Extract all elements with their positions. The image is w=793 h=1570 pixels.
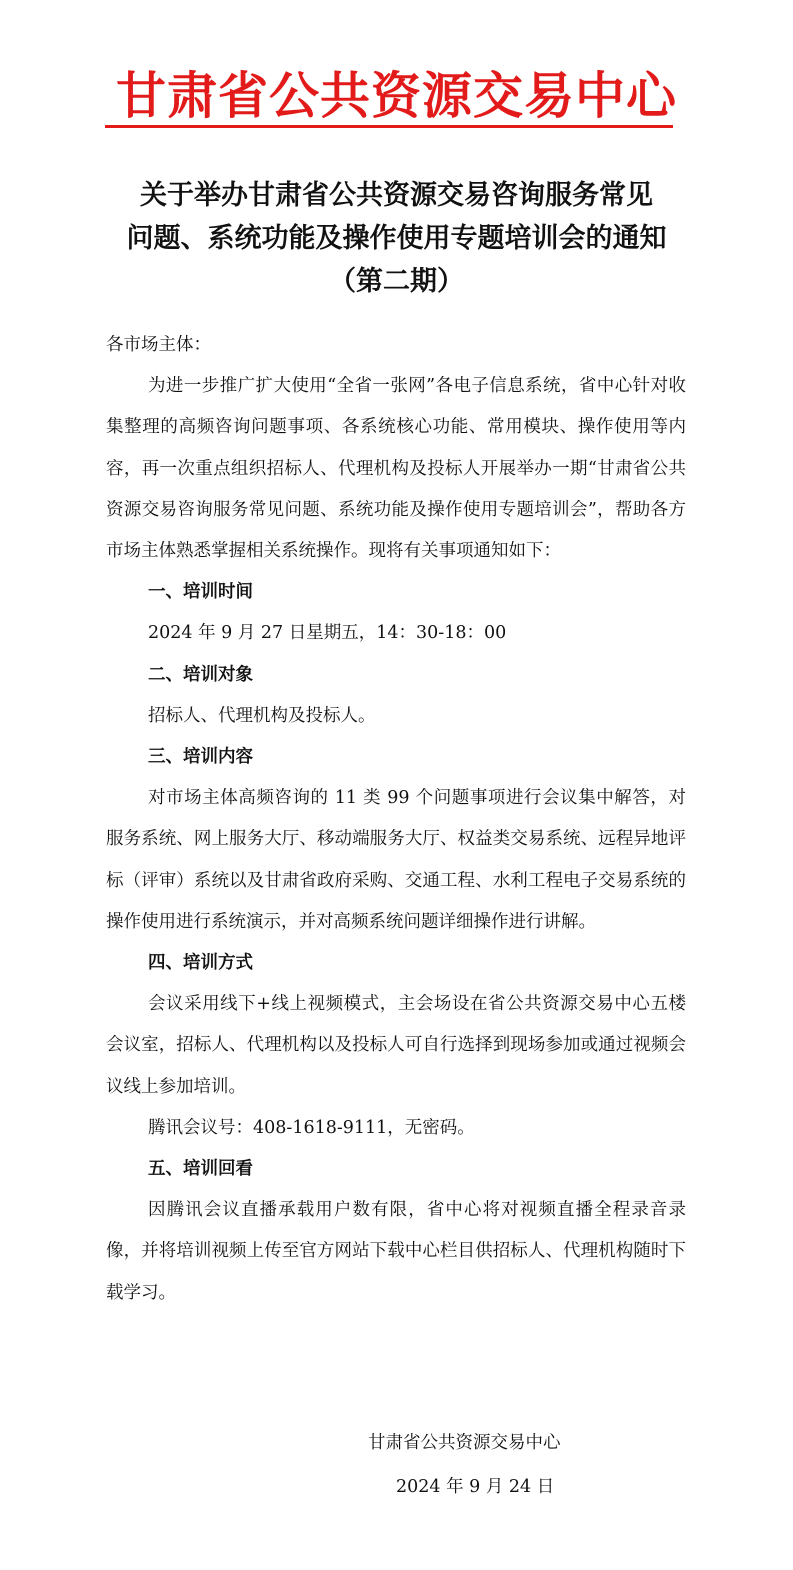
section-text-meeting-id: 腾讯会议号：408-1618-9111，无密码。 [148,1117,475,1138]
signature-date: 2024 年 9 月 24 日 [396,1477,555,1497]
notice-title-line-3: （第二期） [329,266,464,297]
notice-title-line-2: 问题、系统功能及操作使用专题培训会的通知 [126,223,667,254]
section-text-time: 2024 年 9 月 27 日星期五，14：30-18：00 [148,623,507,644]
section-heading-method: 四、培训方式 [148,953,253,974]
masthead-red-rule [105,125,673,128]
section-text-content: 对市场主体高频咨询的 11 类 99 个问题事项进行会议集中解答，对服务系统、网上服务大厅、移动端服务大厅、权益类交易系统、远程异地评标（评审）系统以及甘肃省政府采购、交通工程、水利工程电子交易系统的操作使用进行系统演示，并对高频系统问题详细操作进行讲解。 [106,788,686,932]
section-text-replay: 因腾讯会议直播承载用户数有限，省中心将对视频直播全程录音录像，并将培训视频上传至官方网站下载中心栏目供招标人、代理机构随时下载学习。 [106,1200,686,1303]
notice-body [106,325,686,1314]
signature-org: 甘肃省公共资源交易中心 [368,1433,561,1453]
section-heading-replay: 五、培训回看 [148,1159,253,1180]
notice-title-line-1: 关于举办甘肃省公共资源交易咨询服务常见 [140,180,653,211]
intro-paragraph: 为进一步推广扩大使用“全省一张网”各电子信息系统，省中心针对收集整理的高频咨询问题事项、各系统核心功能、常用模块、操作使用等内容，再一次重点组织招标人、代理机构及投标人开展举办一期“甘肃省公共资源交易咨询服务常见问题、系统功能及操作使用专题培训会”，帮助各方市场主体熟悉掌握相关系统操作。现将有关事项通知如下： [106,376,686,562]
section-heading-content: 三、培训内容 [148,747,253,768]
section-heading-time: 一、培训时间 [148,582,253,603]
section-heading-audience: 二、培训对象 [148,664,253,685]
section-text-audience: 招标人、代理机构及投标人。 [148,705,376,726]
section-text-method: 会议采用线下+线上视频模式，主会场设在省公共资源交易中心五楼会议室，招标人、代理机构以及投标人可自行选择到现场参加或通过视频会议线上参加培训。 [106,994,686,1097]
masthead-title: 甘肃省公共资源交易中心 [116,67,677,125]
notice-title [90,174,703,303]
salutation: 各市场主体： [106,335,211,355]
